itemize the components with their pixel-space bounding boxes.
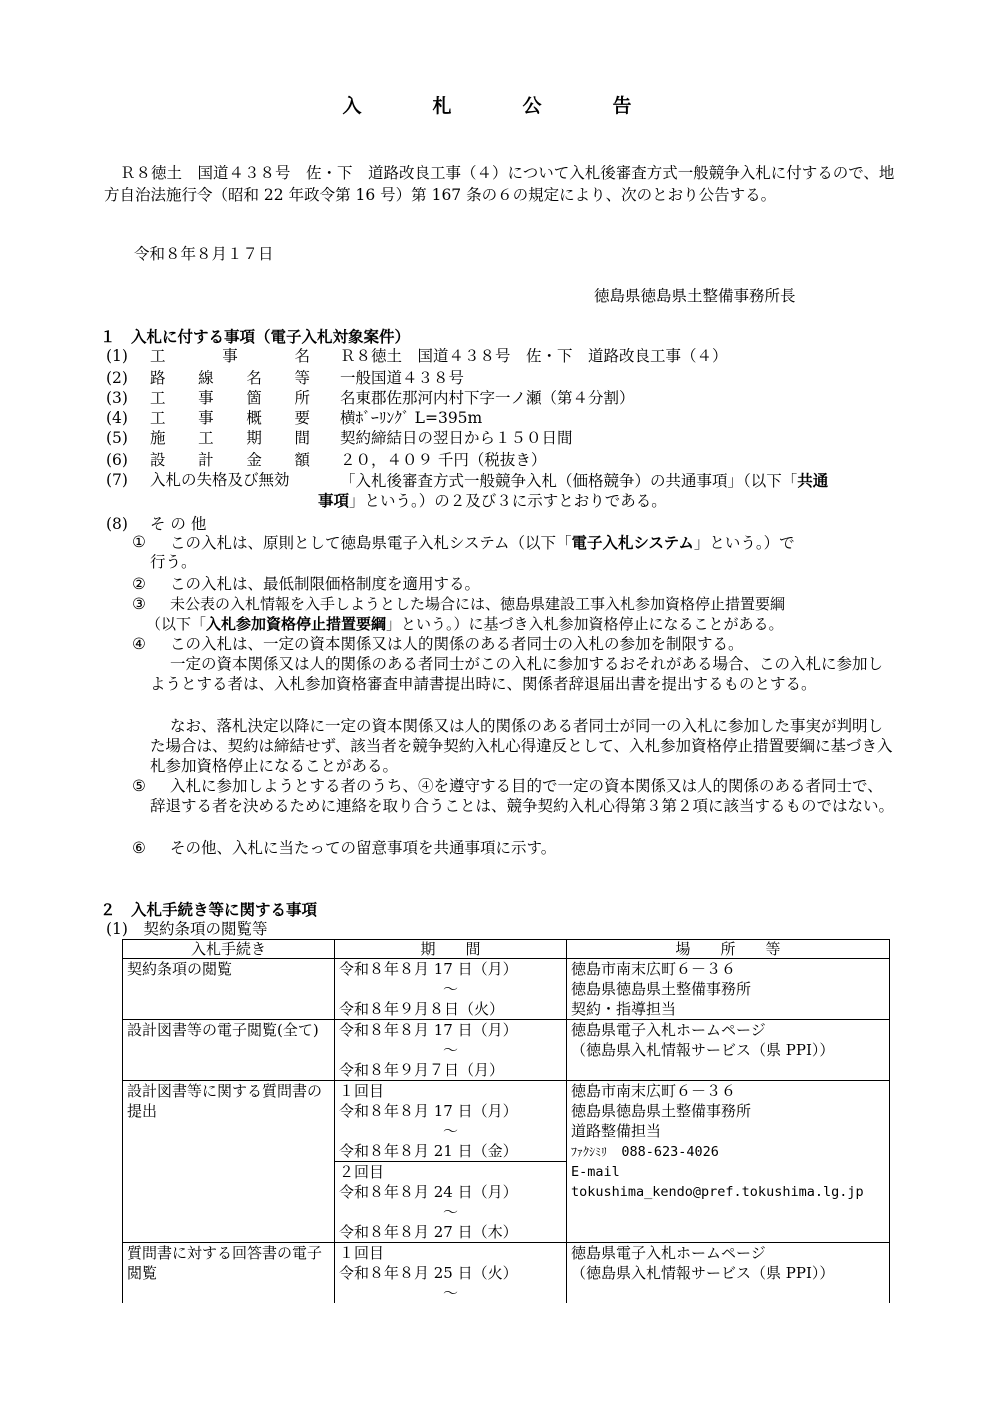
header-place: 場 所 等: [567, 940, 890, 959]
row3-place-line: 道路整備担当: [571, 1122, 662, 1140]
row4-period-start: 令和８年８月 25 日（火）: [339, 1264, 518, 1282]
item-label: [150, 428, 310, 449]
p6-number: ⑥: [132, 839, 146, 857]
row1-procedure: 契約条項の閲覧: [123, 959, 335, 1020]
item-value: Ｒ８徳土 国道４３８号 佐・下 道路改良工事（４）: [340, 347, 728, 365]
email-address: tokushima_kendo@pref.tokushima.lg.jp: [571, 1184, 864, 1200]
row3-fax: [571, 1141, 885, 1162]
row4-period-sep: ～: [442, 1284, 458, 1302]
p3-line2: [146, 614, 784, 635]
notice-date: 令和８年８月１７日: [134, 245, 274, 263]
item-number: (5): [106, 429, 128, 447]
item7-bold-term: 共通: [797, 471, 829, 490]
item-label-char: 路: [150, 369, 166, 387]
item-label: [150, 346, 310, 367]
row3-procedure: 設計図書等に関する質問書の提出: [123, 1081, 335, 1243]
item-label-char: 事: [222, 347, 238, 365]
item-label-char: 名: [294, 347, 310, 365]
round2-start: 令和８年８月 24 日（月）: [339, 1183, 518, 1201]
section2-sub1: (1) 契約条項の閲覧等: [106, 920, 268, 938]
item-label-char: 施: [150, 429, 166, 447]
table-row: [123, 959, 890, 1020]
section2-heading: ２ 入札手続き等に関する事項: [100, 900, 318, 919]
row2-period-end: 令和８年９月７日（月）: [339, 1061, 505, 1079]
item-label-char: 線: [198, 369, 214, 387]
p4-paragraph3: なお、落札決定以降に一定の資本関係又は人的関係のある者同士が同一の入札に参加した事実が判明した場合は、契約は締結せず、該当者を競争契約入札心得違反として、入札参加資格停止措置要綱に基づき入札参加資格停止になることがある。: [150, 717, 893, 775]
row1-place-line: 徳島市南末広町６－３６: [571, 960, 737, 978]
p2-text: この入札は、最低制限価格制度を適用する。: [170, 575, 481, 593]
item7-text: 「入札後審査方式一般競争入札（価格競争）の共通事項」（以下「: [340, 472, 798, 490]
row1-place-line: 契約・指導担当: [571, 1000, 677, 1018]
round1-start: 令和８年８月 17 日（月）: [339, 1102, 518, 1120]
p1-text: この入札は、原則として徳島県電子入札システム（以下「: [170, 534, 572, 552]
p4-paragraph2: 一定の資本関係又は人的関係のある者同士がこの入札に参加するおそれがある場合、この入札に参加しようとする者は、入札参加資格審査申請書提出時に、関係者辞退届出書を提出するものとする。: [150, 655, 884, 693]
item7-number: (7): [106, 471, 128, 489]
row3-period-round1: [335, 1081, 566, 1162]
row3-period: [335, 1081, 567, 1243]
item7-bold-term-cont: 事項: [318, 491, 350, 510]
item-label-char: 要: [294, 409, 310, 427]
row2-place-line: 徳島県電子入札ホームページ: [571, 1021, 766, 1039]
p1-line1: [170, 532, 795, 554]
row1-period: [335, 959, 567, 1020]
p4-line1: この入札は、一定の資本関係又は人的関係のある者同士の入札の参加を制限する。: [170, 635, 744, 653]
p1-text-cont: 」という。）で: [693, 534, 795, 552]
round2-end: 令和８年８月 27 日（木）: [339, 1223, 518, 1241]
item-label-char: 名: [246, 369, 262, 387]
row1-period-sep: ～: [442, 980, 458, 998]
item-label-char: 事: [198, 409, 214, 427]
row2-period: [335, 1020, 567, 1081]
row3-place-line: 徳島県徳島県土整備事務所: [571, 1102, 752, 1120]
p3-number: ③: [132, 595, 146, 613]
item7-value-line2: [318, 490, 667, 512]
row2-place-line: （徳島県入札情報サービス（県 PPI））: [571, 1041, 835, 1059]
p5-number: ⑤: [132, 777, 146, 795]
row1-period-start: 令和８年８月 17 日（月）: [339, 960, 518, 978]
item-label-char: 箇: [246, 389, 262, 407]
item-number: (2): [106, 369, 128, 387]
item-label-char: 工: [150, 347, 166, 365]
header-period: 期 間: [335, 940, 567, 959]
item-number: (3): [106, 389, 128, 407]
item-label-char: 計: [198, 451, 214, 469]
round1-sep: ～: [442, 1122, 458, 1140]
table-row: [123, 1020, 890, 1081]
item-label-char: 事: [198, 389, 214, 407]
item-label-char: 設: [150, 451, 166, 469]
intro-paragraph: Ｒ８徳土 国道４３８号 佐・下 道路改良工事（４）について入札後審査方式一般競争入札に付するので、地方自治法施行令（昭和 22 年政令第 16 号）第 167 条の６の規定により、次のとおり公告する。: [104, 164, 895, 204]
item-number: (1): [106, 347, 128, 365]
round1-label: １回目: [339, 1082, 385, 1100]
row4-place-line: （徳島県入札情報サービス（県 PPI））: [571, 1264, 835, 1282]
row2-period-sep: ～: [442, 1041, 458, 1059]
procedure-table: [122, 939, 890, 1303]
fax-number: 088-623-4026: [621, 1144, 719, 1160]
row3-period-round2: [335, 1162, 566, 1242]
row2-period-start: 令和８年８月 17 日（月）: [339, 1021, 518, 1039]
p3-line1: 未公表の入札情報を入手しようとした場合には、徳島県建設工事入札参加資格停止措置要綱: [170, 595, 786, 613]
row4-period-label: １回目: [339, 1244, 385, 1262]
table-row: [123, 1081, 890, 1243]
item-number: (6): [106, 451, 128, 469]
p1-line2: 行う。: [150, 553, 197, 571]
row3-place: [567, 1081, 890, 1243]
p6-text: その他、入札に当たっての留意事項を共通事項に示す。: [170, 839, 557, 857]
item8-number: (8): [106, 515, 128, 533]
p3-text: （以下「: [146, 615, 207, 633]
p3-bold-term: 入札参加資格停止措置要綱: [206, 615, 387, 633]
notice-title: 入 札 公 告: [342, 95, 658, 117]
row4-period: [335, 1243, 567, 1304]
row4-place-line: 徳島県電子入札ホームページ: [571, 1244, 766, 1262]
item-label-char: 工: [150, 409, 166, 427]
issuer-name: 徳島県徳島県土整備事務所長: [594, 287, 796, 305]
item-number: (4): [106, 409, 128, 427]
fax-label: ﾌｧｸｼﾐﾘ: [571, 1145, 608, 1159]
item-label: [150, 450, 310, 471]
p2-number: ②: [132, 575, 146, 593]
row3-place-line: 徳島市南末広町６－３６: [571, 1082, 737, 1100]
row2-procedure: 設計図書等の電子閲覧(全て): [123, 1020, 335, 1081]
row4-procedure: 質問書に対する回答書の電子閲覧: [123, 1243, 335, 1304]
table-row: [123, 1243, 890, 1304]
email-label: E-mail: [571, 1164, 620, 1180]
item-value: 一般国道４３８号: [340, 369, 465, 387]
item-label-char: 間: [294, 429, 310, 447]
row4-place: [567, 1243, 890, 1304]
round2-sep: ～: [442, 1203, 458, 1221]
header-procedure: 入札手続き: [123, 940, 335, 959]
item-label-char: 工: [150, 389, 166, 407]
item-label-char: 期: [246, 429, 262, 447]
item-label: [150, 408, 310, 429]
section1-heading: １ 入札に付する事項（電子入札対象案件）: [100, 327, 411, 346]
item-label-char: 額: [294, 451, 310, 469]
p4-number: ④: [132, 635, 146, 653]
item-value: 横ﾎﾞｰﾘﾝｸﾞ L=395m: [340, 409, 483, 427]
item-label: [150, 368, 310, 389]
row1-place-line: 徳島県徳島県土整備事務所: [571, 980, 752, 998]
item7-label: 入札の失格及び無効: [150, 471, 290, 489]
item-label-char: 所: [294, 389, 310, 407]
table-header-row: [123, 940, 890, 959]
p5-paragraph: 入札に参加しようとする者のうち、④を遵守する目的で一定の資本関係又は人的関係のある者同士で、辞退する者を決めるために連絡を取り合うことは、競争契約入札心得第３第２項に該当するものではない。: [150, 777, 895, 815]
item-value: 契約締結日の翌日から１５０日間: [340, 429, 573, 447]
item-label-char: 概: [246, 409, 262, 427]
row1-place: [567, 959, 890, 1020]
round1-end: 令和８年８月 21 日（金）: [339, 1142, 518, 1160]
item-value: 名東郡佐那河内村下字一ノ瀬（第４分割）: [340, 389, 635, 407]
item-label-char: 等: [294, 369, 310, 387]
item7-text-cont: 」という。）の２及び３に示すとおりである。: [349, 492, 667, 510]
item-label: [150, 388, 310, 409]
round2-label: ２回目: [339, 1163, 385, 1181]
item7-value-line1: [340, 470, 828, 492]
row1-period-end: 令和８年９月８日（火）: [339, 1000, 505, 1018]
p1-number: ①: [132, 533, 146, 551]
item8-label: そ の 他: [150, 515, 207, 533]
p3-text-cont: 」という。）に基づき入札参加資格停止になることがある。: [386, 615, 784, 633]
p1-bold-term: 電子入札システム: [571, 533, 694, 552]
row2-place: [567, 1020, 890, 1081]
item-label-char: 金: [246, 451, 262, 469]
item-label-char: 工: [198, 429, 214, 447]
item-value: ２０，４０９ 千円（税抜き）: [340, 451, 547, 469]
